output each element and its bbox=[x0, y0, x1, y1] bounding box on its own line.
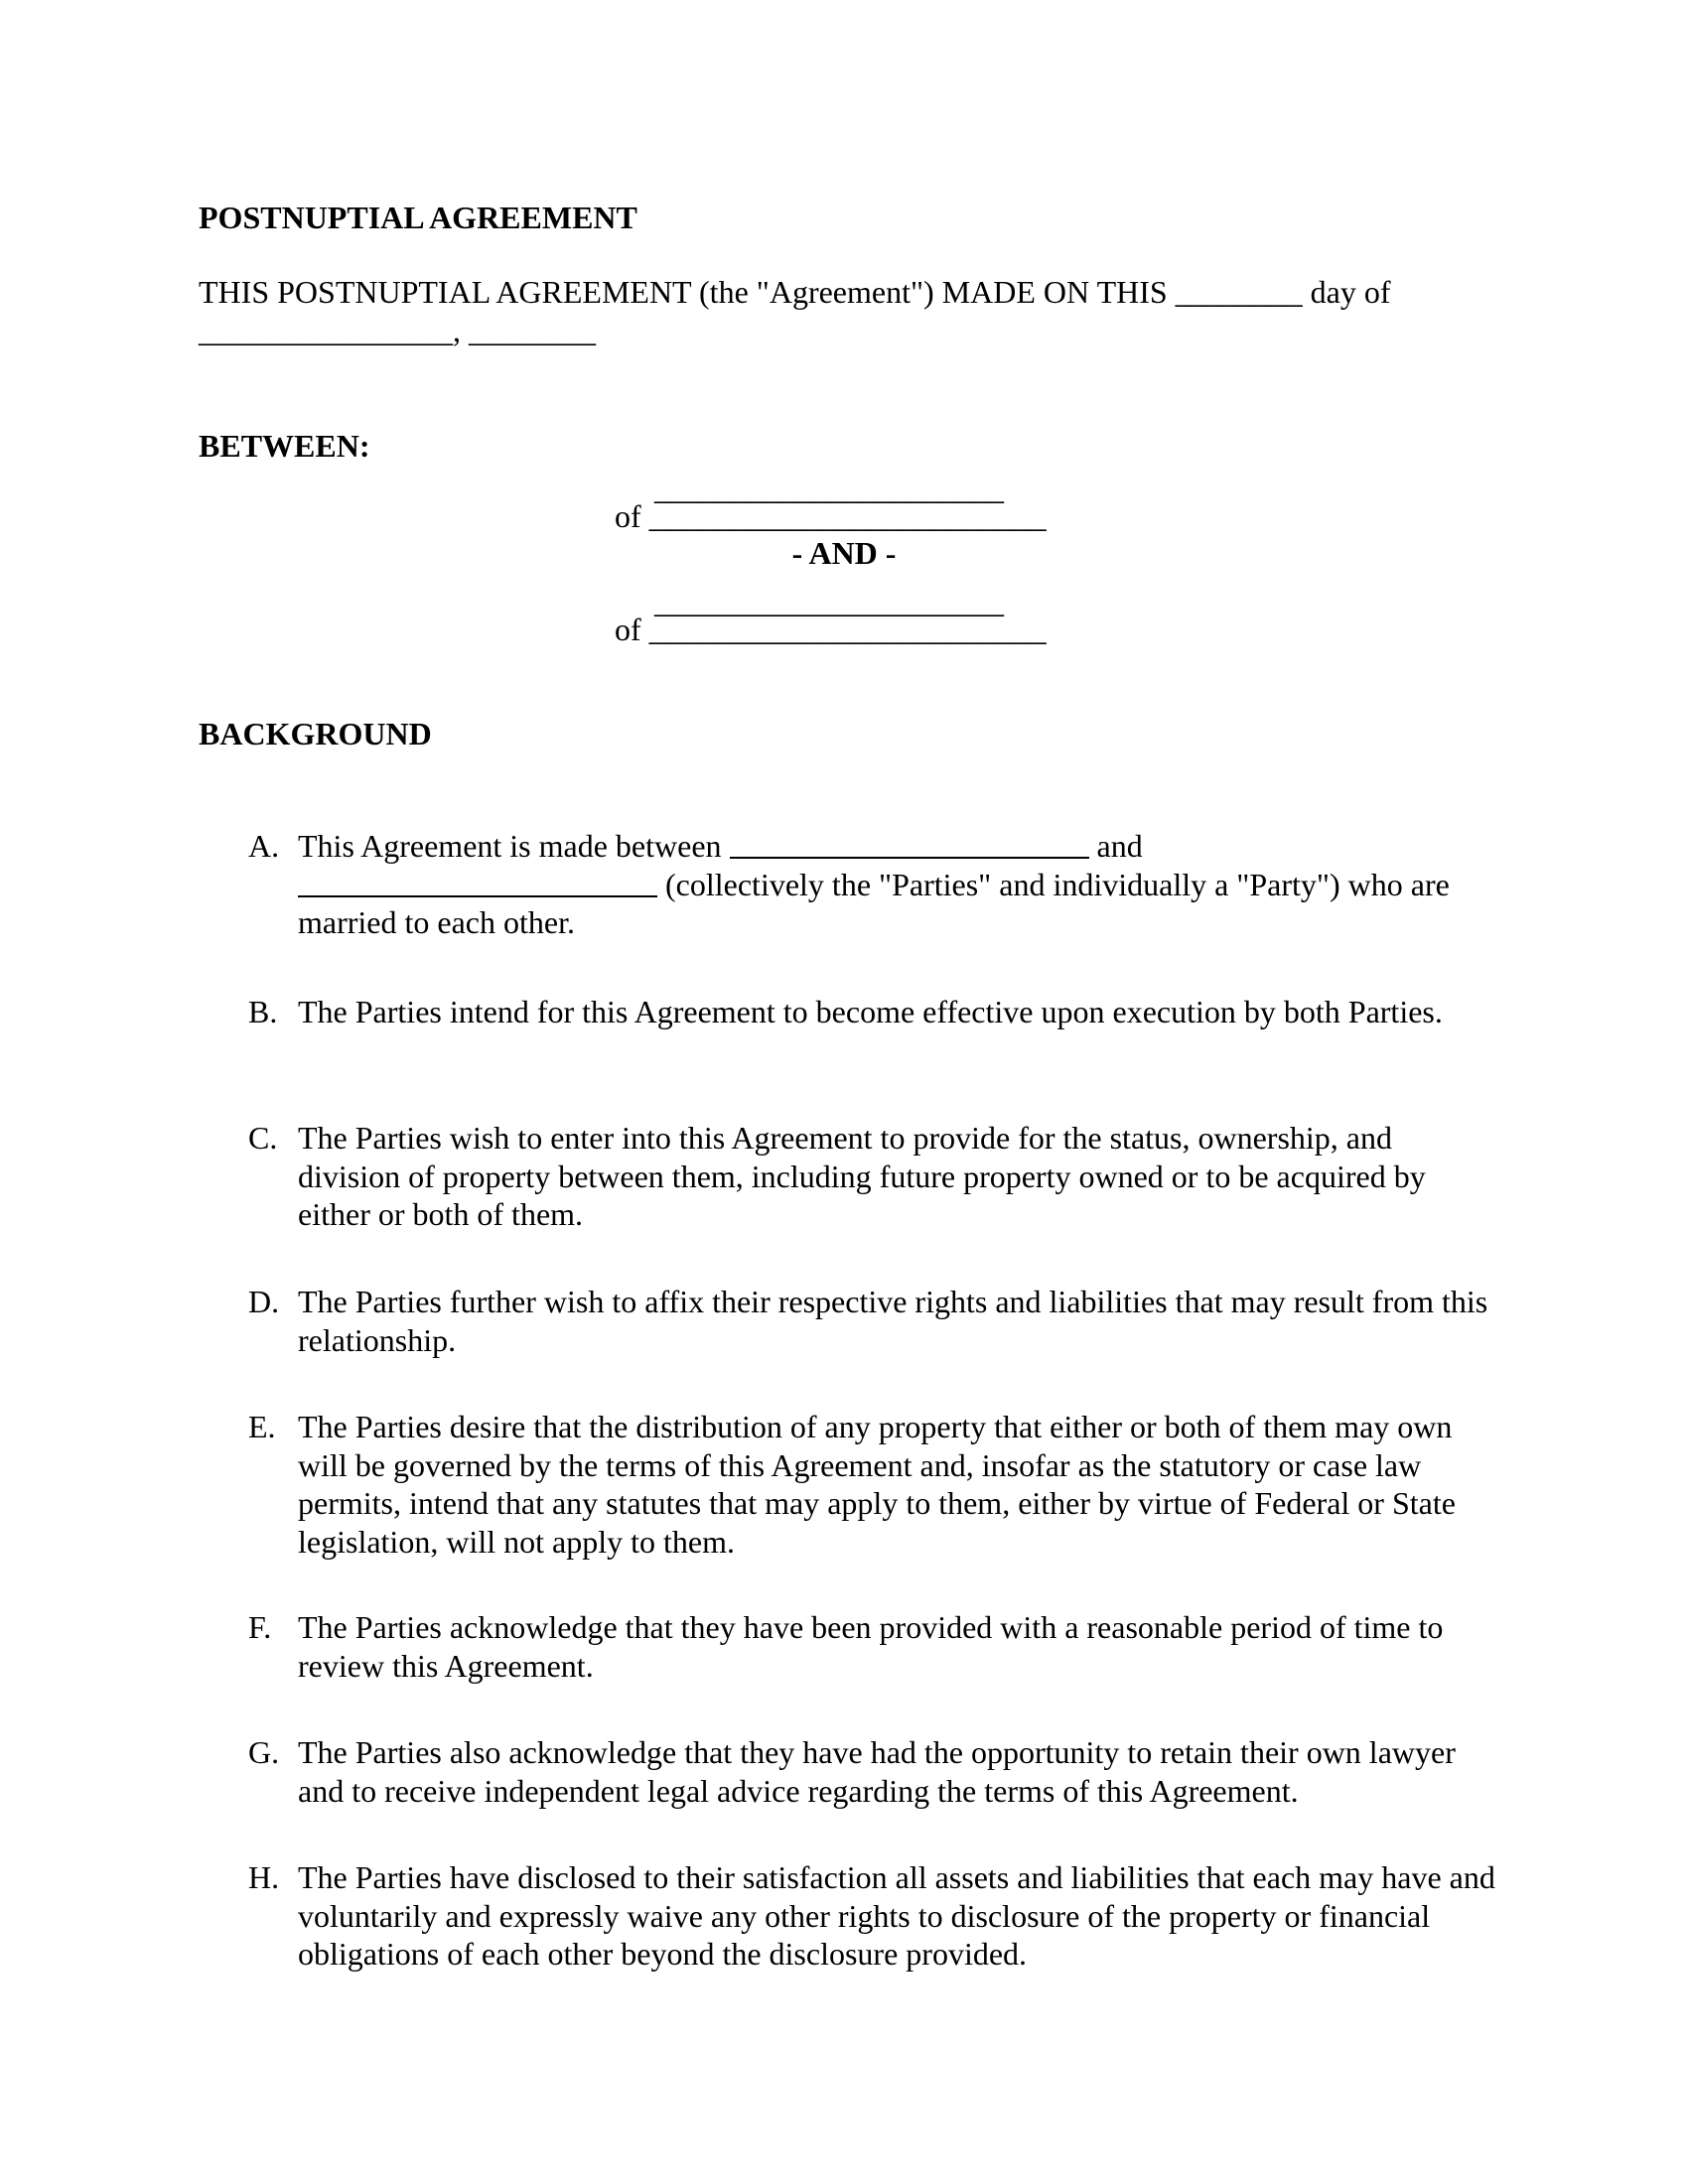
between-heading: BETWEEN: bbox=[199, 428, 370, 464]
preamble-line-2: ________________, ________ bbox=[199, 313, 596, 348]
party1-name-field bbox=[730, 827, 1089, 859]
recital-text bbox=[298, 827, 1499, 942]
recital-text: The Parties desire that the distribution of any property that either or both of them may own will be governed by the terms of this Agreement and, insofar as the statutory or case law permits, intend that any statutes that may apply to them, either by virtue of Federal or State legislation, will not apply to them. bbox=[298, 1409, 1456, 1560]
recital-letter: G. bbox=[248, 1734, 280, 1770]
recital-text: The Parties wish to enter into this Agreement to provide for the status, ownership, and division of property between them, including future property owned or to be acquired by either or both of them. bbox=[298, 1120, 1426, 1232]
recital-h bbox=[248, 1858, 1499, 1974]
recital-text: The Parties also acknowledge that they have had the opportunity to retain their own lawyer and to receive independent legal advice regarding the terms of this Agreement. bbox=[298, 1734, 1456, 1809]
recital-c bbox=[248, 1119, 1499, 1234]
preamble-line-1: THIS POSTNUPTIAL AGREEMENT (the "Agreement") MADE ON THIS ________ day of bbox=[199, 274, 1391, 310]
recital-text: The Parties intend for this Agreement to become effective upon execution by both Parties. bbox=[298, 994, 1443, 1029]
document-title: POSTNUPTIAL AGREEMENT bbox=[199, 200, 637, 235]
background-heading: BACKGROUND bbox=[199, 716, 432, 751]
recital-letter: F. bbox=[248, 1609, 272, 1645]
recital-a bbox=[248, 827, 1499, 942]
recital-d bbox=[248, 1283, 1499, 1359]
party1-name-blank: ______________________ bbox=[654, 471, 1004, 506]
recital-letter: A. bbox=[248, 828, 280, 864]
recital-letter: C. bbox=[248, 1120, 278, 1156]
and-separator: - AND - bbox=[791, 535, 897, 571]
recital-text: The Parties further wish to affix their respective rights and liabilities that may result from this relationship. bbox=[298, 1284, 1488, 1358]
recital-text: The Parties have disclosed to their satisfaction all assets and liabilities that each may have and voluntarily and expressly waive any other rights to disclosure of the property or financial obligations of each other beyond the disclosure provided. bbox=[298, 1859, 1495, 1972]
recital-a-text-start: This Agreement is made between bbox=[298, 828, 730, 864]
recital-letter: E. bbox=[248, 1409, 276, 1444]
party1-address-line: of _________________________ bbox=[615, 498, 1047, 534]
recital-letter: D. bbox=[248, 1284, 280, 1319]
party2-name-blank: ______________________ bbox=[654, 584, 1004, 619]
party2-name-field bbox=[298, 866, 657, 897]
recital-letter: H. bbox=[248, 1859, 280, 1895]
recital-e bbox=[248, 1408, 1499, 1561]
party2-address-line: of _________________________ bbox=[615, 612, 1047, 647]
recital-text: The Parties acknowledge that they have been provided with a reasonable period of time to review this Agreement. bbox=[298, 1609, 1444, 1684]
recital-letter: B. bbox=[248, 994, 278, 1029]
recital-a-text-mid: and bbox=[1088, 828, 1143, 864]
recital-g bbox=[248, 1733, 1499, 1810]
recital-a-text-end: (collectively the "Parties" and individually a "Party") who are married to each other. bbox=[298, 866, 1450, 940]
recital-b bbox=[248, 993, 1499, 1031]
recital-f bbox=[248, 1608, 1499, 1685]
